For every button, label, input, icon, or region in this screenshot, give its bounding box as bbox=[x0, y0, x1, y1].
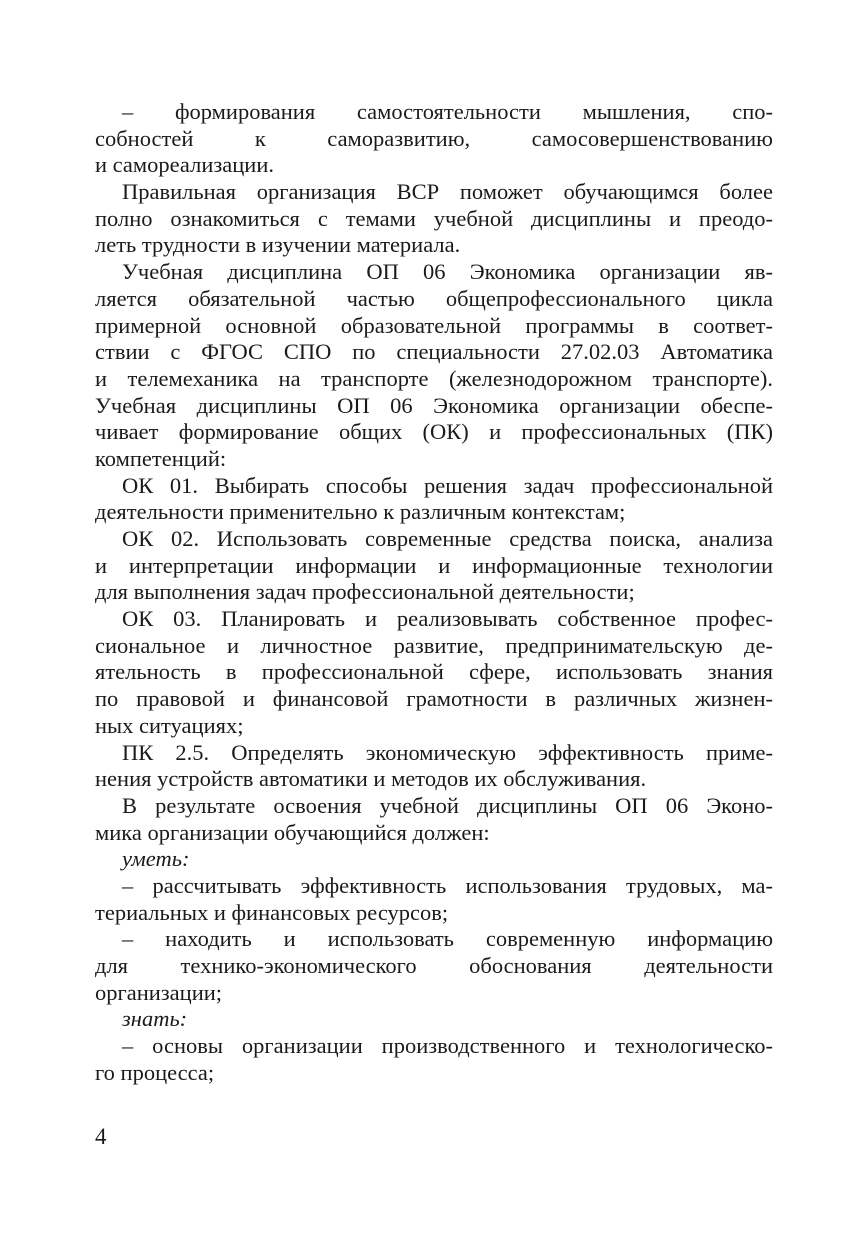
text-line: ных ситуациях; bbox=[95, 712, 244, 738]
paragraph bbox=[95, 606, 773, 739]
paragraph bbox=[95, 259, 773, 473]
text-line: деятельности применительно к различным контекстам; bbox=[95, 499, 626, 525]
text-line: В результате освоения учебной дисциплины ОП 06 Эконо- bbox=[122, 792, 773, 818]
paragraph bbox=[95, 99, 773, 179]
text-line: собностей к саморазвитию, самосовершенствованию bbox=[95, 125, 773, 151]
text-line: териальных и финансовых ресурсов; bbox=[95, 899, 449, 925]
text-line: мика организации обучающийся должен: bbox=[95, 819, 490, 845]
text-line: для выполнения задач профессиональной деятельности; bbox=[95, 579, 635, 605]
text-line: – рассчитывать эффективность использования трудовых, ма- bbox=[122, 872, 773, 898]
paragraph bbox=[95, 179, 773, 259]
paragraph bbox=[95, 1033, 773, 1086]
text-line: Учебная дисциплина ОП 06 Экономика организации яв- bbox=[122, 259, 773, 285]
text-line: – основы организации производственного и технологическо- bbox=[122, 1033, 773, 1059]
text-line: нения устройств автоматики и методов их обслуживания. bbox=[95, 766, 647, 792]
text-line: ОК 02. Использовать современные средства поиска, анализа bbox=[122, 526, 773, 551]
text-line: Учебная дисциплины ОП 06 Экономика организации обеспе- bbox=[95, 392, 773, 418]
text-line: по правовой и финансовой грамотности в различных жизнен- bbox=[95, 686, 773, 712]
paragraph bbox=[95, 526, 773, 606]
text-line: ствии с ФГОС СПО по специальности 27.02.03 Автоматика bbox=[95, 339, 773, 365]
text-line: полно ознакомиться с темами учебной дисциплины и преодо- bbox=[95, 205, 773, 231]
text-line: – формирования самостоятельности мышления, спо- bbox=[122, 99, 773, 124]
text-line: ОК 01. Выбирать способы решения задач профессиональной bbox=[122, 472, 773, 498]
text-line: организации; bbox=[95, 979, 223, 1005]
text-line: и интерпретации информации и информационные технологии bbox=[95, 552, 773, 578]
text-line: леть трудности в изучении материала. bbox=[95, 232, 461, 258]
paragraph bbox=[95, 873, 773, 926]
paragraph bbox=[95, 740, 773, 793]
text-line: примерной основной образовательной программы в соответ- bbox=[95, 312, 773, 338]
text-line: ляется обязательной частью общепрофессионального цикла bbox=[95, 285, 773, 311]
text-line: ПК 2.5. Определять экономическую эффективность приме- bbox=[122, 739, 773, 765]
paragraph bbox=[95, 793, 773, 846]
text-line: – находить и использовать современную информацию bbox=[122, 926, 773, 952]
text-line: знать: bbox=[122, 1006, 188, 1032]
text-line: ятельность в профессиональной сфере, использовать знания bbox=[95, 659, 773, 685]
paragraph bbox=[95, 473, 773, 526]
text-line: чивает формирование общих (ОК) и профессиональных (ПК) bbox=[95, 419, 773, 445]
text-line: и самореализации. bbox=[95, 152, 274, 178]
text-line: сиональное и личностное развитие, предпринимательскую де- bbox=[95, 632, 773, 658]
text-line: уметь: bbox=[122, 846, 190, 872]
text-line: компетенций: bbox=[95, 445, 227, 471]
text-line: Правильная организация ВСР поможет обучающимся более bbox=[122, 179, 773, 205]
section-label bbox=[95, 1006, 773, 1033]
page-number: 4 bbox=[95, 1124, 107, 1149]
text-line: ОК 03. Планировать и реализовывать собственное профес- bbox=[122, 606, 773, 632]
section-label bbox=[95, 846, 773, 873]
text-line: и телемеханика на транспорте (железнодорожном транспорте). bbox=[95, 365, 773, 391]
text-line: для технико-экономического обоснования деятельности bbox=[95, 953, 773, 978]
document-body bbox=[95, 99, 773, 1086]
text-line: го процесса; bbox=[95, 1059, 215, 1085]
paragraph bbox=[95, 926, 773, 1006]
